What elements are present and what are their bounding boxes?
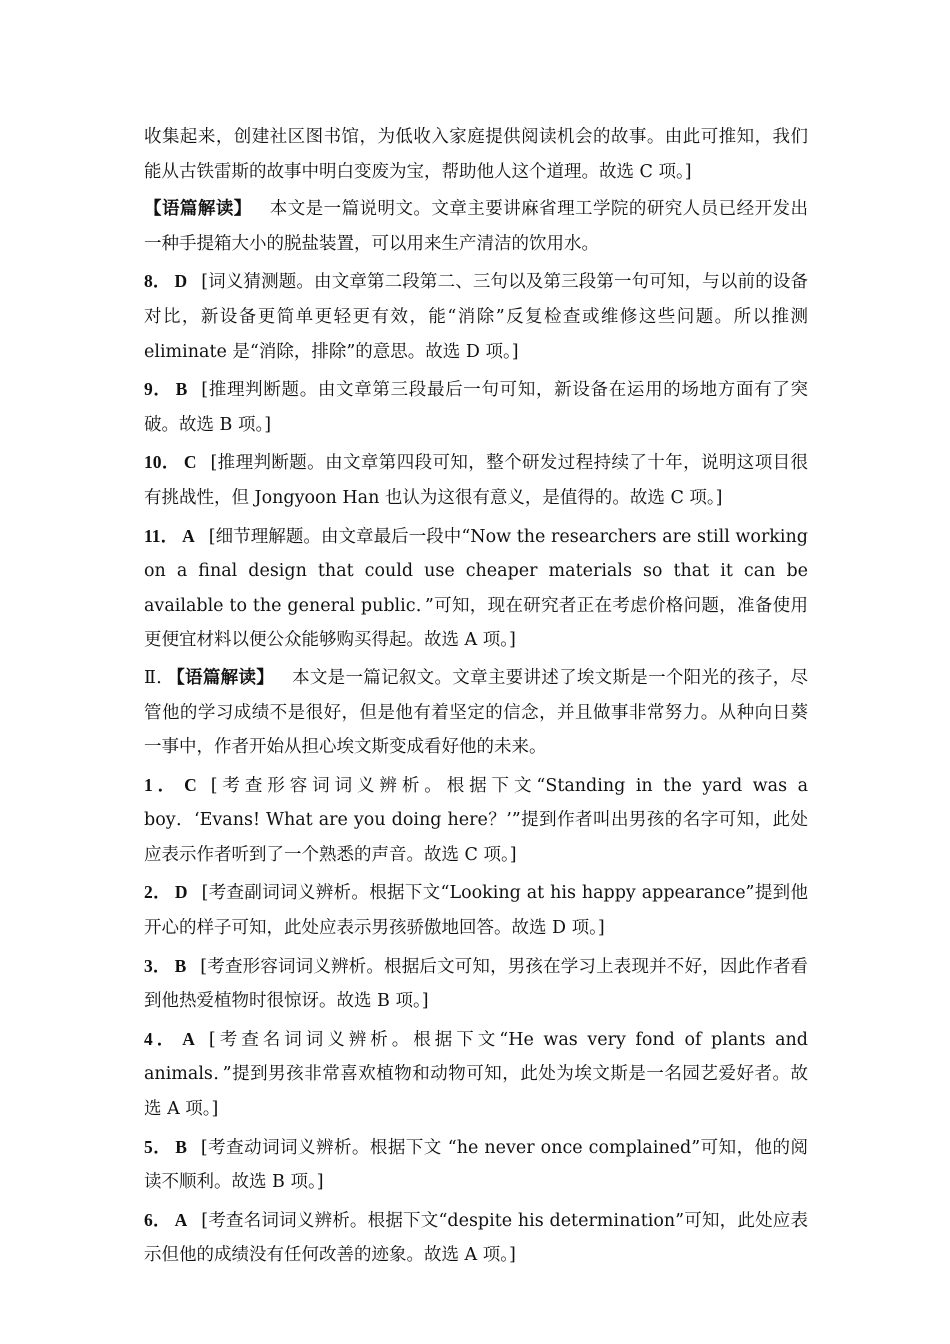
reading-analysis-2: Ⅱ． 【语篇解读】 本文是一篇记叙文。文章主要讲述了埃文斯是一个阳光的孩子，尽管他的学习成绩不是很好，但是他有着坚定的信念，并且做事非常努力。从种向日葵一事中，作者开始从担心埃文斯变成看好他的未来。 (144, 667, 808, 758)
continued-explanation: 收集起来，创建社区图书馆，为低收入家庭提供阅读机会的故事。由此可推知，我们能从古铁雷斯的故事中明白变废为宝，帮助他人这个道理。故选 C 项。] (144, 127, 808, 182)
answer-item-9: 9． B [推理判断题。由文章第三段最后一句可知，新设备在运用的场地方面有了突破。故选 B 项。] (144, 379, 808, 435)
answer-letter: D (174, 882, 188, 903)
section-number: Ⅱ． (144, 667, 174, 688)
answer-item-5: 5． B [考查动词词义辨析。根据下文 “he never once complained”可知，他的阅读不顺利。故选 B 项。] (144, 1136, 808, 1193)
answer-item-3: 3． B [考查形容词词义辨析。根据后文可知，男孩在学习上表现并不好，因此作者看到他热爱植物时很惊讶。故选 B 项。] (144, 955, 809, 1012)
answer-letter: A (182, 525, 195, 546)
answer-letter: B (175, 1136, 187, 1157)
answer-letter: C (183, 452, 197, 473)
answer-document (144, 120, 808, 1276)
answer-item-10: 10． C [推理判断题。由文章第四段可知，整个研发过程持续了十年，说明这项目很有挑战性，但 Jongyoon Han 也认为这很有意义，是值得的。故选 C 项。] (144, 452, 809, 508)
answer-letter: B (174, 955, 187, 976)
answer-item-4: 4． A [考查名词词义辨析。根据下文“He was very fond of plants and animals．”提到男孩非常喜欢植物和动物可知，此处为埃文斯是一名园艺爱好者。故选 A 项。] (144, 1028, 809, 1120)
answer-item-2: 2． D [考查副词词义辨析。根据下文“Looking at his happy appearance”提到他开心的样子可知，此处应表示男孩骄傲地回答。故选 D 项。] (144, 882, 808, 939)
answer-item-1: 1． C [考查形容词词义辨析。根据下文“Standing in the yard was a boy．‘Evans! What are you doing here？’”提到作者叫出男孩的名字可知，此处应表示作者听到了一个熟悉的声音。故选 C 项。] (144, 774, 808, 865)
answer-item-6: 6． A [考查名词词义辨析。根据下文“despite his determination”可知，此处应表示但他的成绩没有任何改善的迹象。故选 A 项。] (144, 1209, 808, 1266)
reading-label: 【语篇解读】 (144, 199, 252, 220)
answer-letter: B (175, 379, 188, 400)
answer-item-8: 8． D [词义猜测题。由文章第二段第二、三句以及第三段第一句可知，与以前的设备对比，新设备更简单更轻更有效，能“消除”反复检查或维修这些问题。所以推测 eliminate 是“消除，排除”的意思。故选 D 项。] (144, 271, 809, 362)
answer-letter: C (184, 774, 197, 795)
reading-label: 【语篇解读】 (176, 667, 275, 688)
reading-analysis: 【语篇解读】 本文是一篇说明文。文章主要讲麻省理工学院的研究人员已经开发出一种手提箱大小的脱盐装置，可以用来生产清洁的饮用水。 (144, 199, 809, 254)
answer-item-11: 11． A [细节理解题。由文章最后一段中“Now the researchers are still working on a final design that could use cheaper materials so that it can be available to the general public．”可知，现在研究者正在考虑价格问题，准备使用更便宜材料以便公众能够购买得起。故选 A 项。] (144, 525, 808, 651)
answer-letter: A (182, 1028, 195, 1049)
answer-letter: D (174, 271, 188, 292)
answer-letter: A (174, 1209, 188, 1230)
